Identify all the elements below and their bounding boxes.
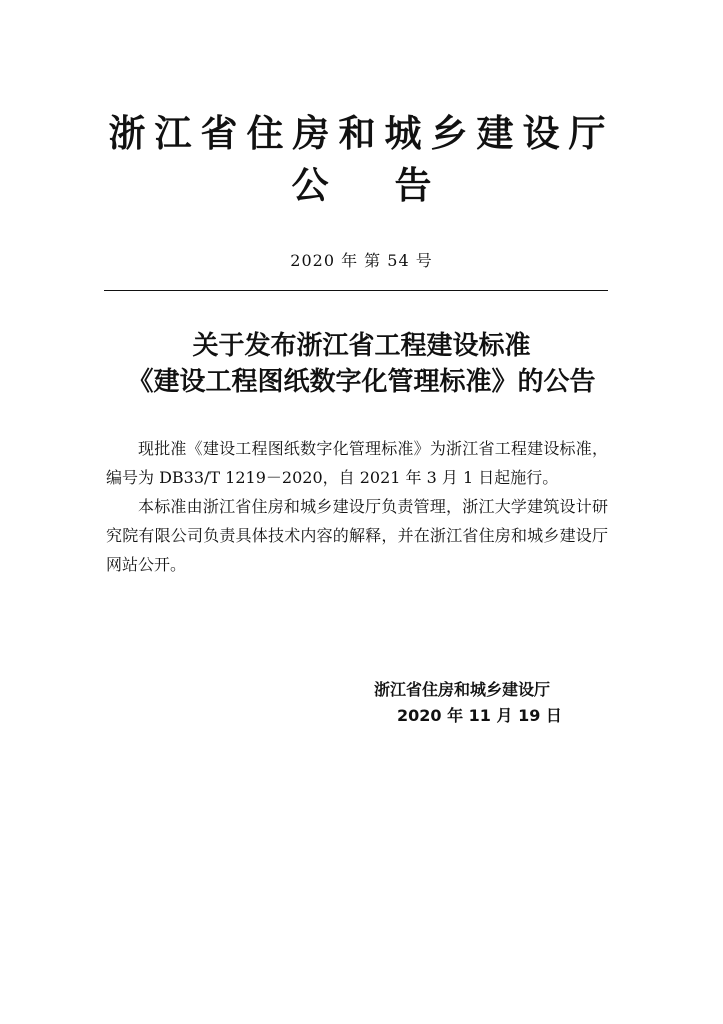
signature-block [340,677,610,729]
body-paragraph-2: 本标准由浙江省住房和城乡建设厅负责管理，浙江大学建筑设计研究院有限公司负责具体技术内容的解释，并在浙江省住房和城乡建设厅网站公开。 [106,497,608,574]
title-line-2: 《建设工程图纸数字化管理标准》的公告 [127,367,596,397]
announcement-title [60,328,663,400]
document-kind-right: 告 [394,164,432,207]
header-divider [104,290,608,291]
title-line-1: 关于发布浙江省工程建设标准 [192,331,531,361]
announcement-body [106,434,608,579]
document-number: 2020 年 第 54 号 [290,251,433,270]
signature-date: 2020 年 11 月 19 日 [397,706,562,725]
body-paragraph-1: 现批准《建设工程图纸数字化管理标准》为浙江省工程建设标准，编号为 DB33/T 1219－2020，自 2021 年 3 月 1 日起施行。 [106,439,608,487]
document-kind [0,162,723,210]
signature-organization: 浙江省住房和城乡建设厅 [374,680,551,699]
document-kind-left: 公 [291,164,329,207]
issuer-name: 浙江省住房和城乡建设厅 [108,112,615,155]
